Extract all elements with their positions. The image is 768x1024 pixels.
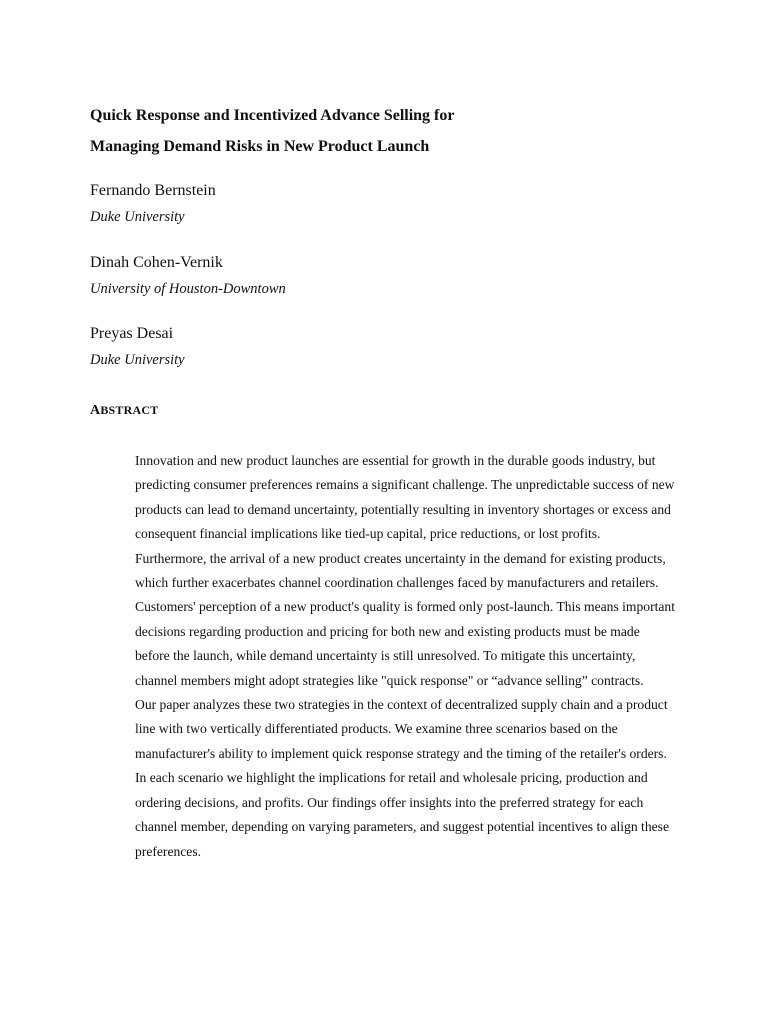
author-block-3: [90, 324, 690, 370]
author-name: Preyas Desai: [90, 325, 174, 342]
author-affiliation: Duke University: [90, 209, 185, 225]
title-line-2: Managing Demand Risks in New Product Launch: [90, 138, 430, 155]
abstract-paragraph-1: Innovation and new product launches are essential for growth in the durable goods industry, but predicting consumer preferences remains a significant challenge. The unpredictable success of new products can lead to demand uncertainty, potentially resulting in inventory shortages or excess and consequent financial implications like tied-up capital, price reductions, or lost profits. Furthermore, the arrival of a new product creates uncertainty in the demand for existing products, which further exacerbates channel coordination challenges faced by manufacturers and retailers.: [135, 453, 675, 591]
abstract-heading-initial: A: [90, 403, 101, 418]
abstract-heading-rest: BSTRACT: [100, 403, 159, 417]
author-name: Dinah Cohen-Vernik: [90, 254, 223, 271]
abstract-paragraph-3: Our paper analyzes these two strategies in the context of decentralized supply chain and a product line with two vertically differentiated products. We examine three scenarios based on the manufacturer's ability to implement quick response strategy and the timing of the retailer's orders. In each scenario we highlight the implications for retail and wholesale pricing, production and ordering decisions, and profits. Our findings offer insights into the preferred strategy for each channel member, depending on varying parameters, and suggest potential incentives to align these preferences.: [135, 697, 669, 859]
abstract-body: [135, 449, 675, 864]
author-affiliation: Duke University: [90, 352, 185, 368]
author-affiliation: University of Houston-Downtown: [90, 281, 286, 297]
paper-title: [90, 100, 690, 162]
author-block-1: [90, 181, 690, 227]
title-line-1: Quick Response and Incentivized Advance Selling for: [90, 107, 455, 124]
author-block-2: [90, 253, 690, 299]
author-name: Fernando Bernstein: [90, 182, 216, 199]
abstract-heading: [90, 403, 158, 419]
abstract-paragraph-2: Customers' perception of a new product's quality is formed only post-launch. This means important decisions regarding production and pricing for both new and existing products must be made before the launch, while demand uncertainty is still unresolved. To mitigate this uncertainty, channel members might adopt strategies like "quick response" or “advance selling” contracts.: [135, 599, 675, 688]
